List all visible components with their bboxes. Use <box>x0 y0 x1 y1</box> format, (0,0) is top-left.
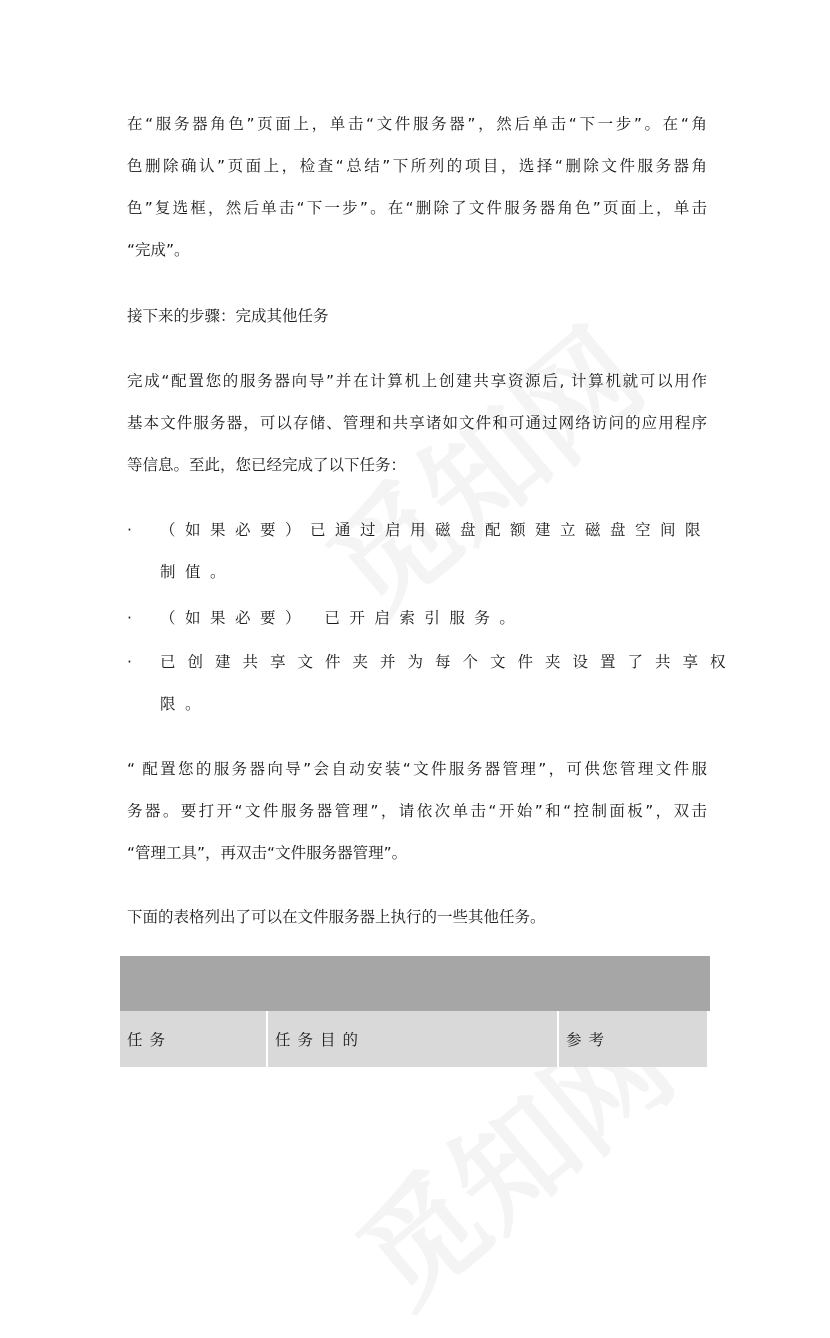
list-item-text: 限。 <box>160 695 211 713</box>
text-line: 基本文件服务器，可以存储、管理和共享诸如文件和可通过网络访问的应用程序 <box>127 414 707 432</box>
text-line: 色删除确认”页面上，检查“总结”下所列的项目，选择“删除文件服务器角 <box>127 157 707 175</box>
text-line: “完成”。 <box>127 241 190 259</box>
paragraph-4: 下面的表格列出了可以在文件服务器上执行的一些其他任务。 <box>127 908 546 926</box>
list-item-text: （如果必要） 已开启索引服务。 <box>160 609 525 627</box>
list-item <box>127 509 711 593</box>
text-line: 完成“配置您的服务器向导”并在计算机上创建共享资源后, 计算机就可以用作 <box>127 372 707 390</box>
paragraph-3 <box>127 748 707 874</box>
table-header-row <box>120 1011 710 1067</box>
section-heading: 接下来的步骤：完成其他任务 <box>127 307 329 325</box>
list-item <box>127 597 707 639</box>
tasks-table <box>120 956 710 1067</box>
paragraph-1 <box>127 103 707 271</box>
paragraph-2 <box>127 360 707 486</box>
list-item-text: 已创建共享文件夹并为每个文件夹设置了共享权 <box>160 653 738 671</box>
text-line: 色”复选框，然后单击“下一步”。在“删除了文件服务器角色”页面上，单击 <box>127 199 707 217</box>
list-item <box>127 641 738 725</box>
column-header-task: 任务 <box>120 1011 268 1067</box>
text-line: “ 配置您的服务器向导”会自动安装“文件服务器管理”，可供您管理文件服 <box>127 760 707 778</box>
bullet-marker: · <box>127 653 132 671</box>
table-title-band <box>120 956 710 1011</box>
text-line: 在“服务器角色”页面上，单击“文件服务器”，然后单击“下一步”。在“角 <box>127 115 707 133</box>
list-item-text: （如果必要）已通过启用磁盘配额建立磁盘空间限 <box>160 521 711 539</box>
column-header-purpose: 任务目的 <box>268 1011 559 1067</box>
column-header-reference: 参考 <box>559 1011 710 1067</box>
text-line: “管理工具”，再双击“文件服务器管理”。 <box>127 844 408 862</box>
list-item-text: 制值。 <box>160 563 236 581</box>
text-line: 务器。要打开“文件服务器管理”，请依次单击“开始”和“控制面板”，双击 <box>127 802 707 820</box>
text-line: 等信息。至此，您已经完成了以下任务： <box>127 456 407 474</box>
bullet-marker: · <box>127 609 132 627</box>
bullet-marker: · <box>127 521 132 539</box>
